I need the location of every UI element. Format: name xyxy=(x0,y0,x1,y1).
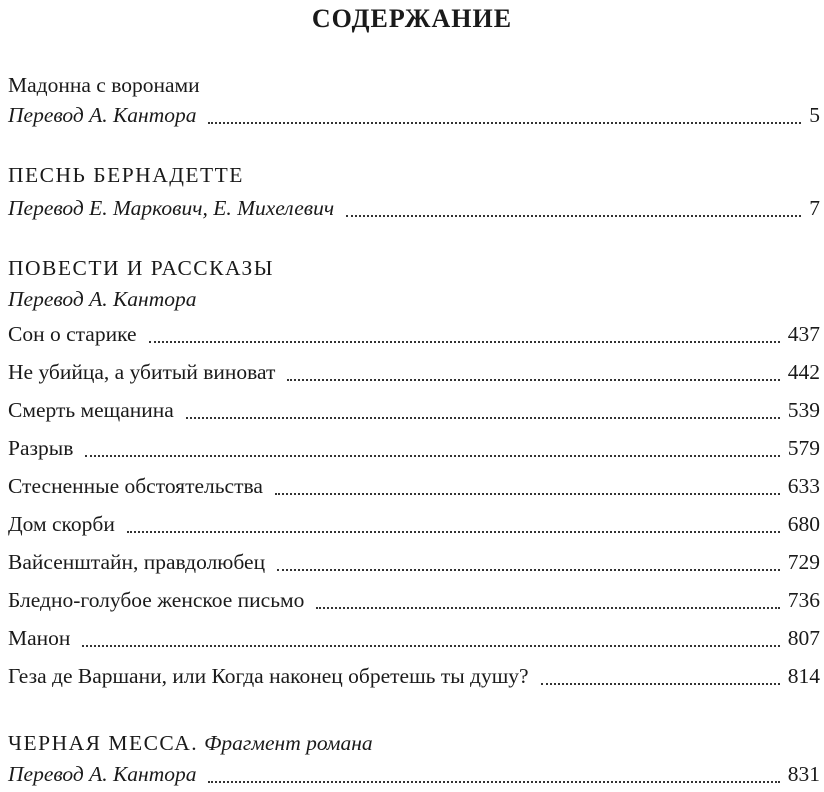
entry-title: Сон о старике xyxy=(8,322,137,346)
translator-credit: Перевод Е. Маркович, Е. Михелевич xyxy=(8,196,335,220)
entry-title: Манон xyxy=(8,626,71,650)
entry-title: Смерть мещанина xyxy=(8,398,174,422)
dot-leader xyxy=(346,215,801,217)
entry-title: Разрыв xyxy=(8,436,74,460)
dot-leader xyxy=(127,531,780,533)
section-title: Мадонна с воронами xyxy=(8,73,200,97)
toc-entry[interactable] xyxy=(8,319,820,349)
page-number: 7 xyxy=(809,196,820,220)
section-heading xyxy=(8,160,820,190)
section-subtitle: Фрагмент романа xyxy=(204,731,373,755)
section-heading xyxy=(8,70,820,100)
translator-credit: Перевод А. Кантора xyxy=(8,287,197,311)
translator-credit: Перевод А. Кантора xyxy=(8,103,197,127)
toc-entry[interactable] xyxy=(8,547,820,577)
section-heading xyxy=(8,728,820,758)
page-number: 814 xyxy=(787,664,820,688)
page-number: 442 xyxy=(787,360,820,384)
dot-leader xyxy=(208,122,801,124)
page-number: 579 xyxy=(787,436,820,460)
toc-entry[interactable] xyxy=(8,585,820,615)
section-title: ПЕСНЬ БЕРНАДЕТТЕ xyxy=(8,163,244,187)
toc-entry[interactable] xyxy=(8,395,820,425)
dot-leader xyxy=(82,645,779,647)
toc-entry[interactable] xyxy=(8,759,820,789)
page-number: 807 xyxy=(787,626,820,650)
entry-title: Дом скорби xyxy=(8,512,115,536)
toc-entry[interactable] xyxy=(8,471,820,501)
toc-entry[interactable] xyxy=(8,100,820,130)
entry-title: Не убийца, а убитый виноват xyxy=(8,360,276,384)
toc-entry[interactable] xyxy=(8,623,820,653)
page-number: 539 xyxy=(787,398,820,422)
page-number: 736 xyxy=(787,588,820,612)
toc-entry[interactable] xyxy=(8,357,820,387)
section-title: ЧЕРНАЯ МЕССА. xyxy=(8,731,199,755)
dot-leader xyxy=(149,341,780,343)
dot-leader xyxy=(316,607,779,609)
page-number: 633 xyxy=(787,474,820,498)
toc-entry[interactable] xyxy=(8,509,820,539)
toc-entry[interactable] xyxy=(8,661,820,691)
section-translator xyxy=(8,284,820,314)
dot-leader xyxy=(186,417,780,419)
entry-title: Бледно-голубое женское письмо xyxy=(8,588,305,612)
dot-leader xyxy=(208,781,779,783)
entry-title: Стесненные обстоятельства xyxy=(8,474,263,498)
page-number: 5 xyxy=(809,103,820,127)
page-number: 680 xyxy=(787,512,820,536)
entry-title: Вайсенштайн, правдолюбец xyxy=(8,550,266,574)
page-number: 437 xyxy=(787,322,820,346)
dot-leader xyxy=(275,493,780,495)
translator-credit: Перевод А. Кантора xyxy=(8,762,197,786)
dot-leader xyxy=(287,379,779,381)
section-heading xyxy=(8,253,820,283)
page-title: СОДЕРЖАНИЕ xyxy=(311,4,513,33)
dot-leader xyxy=(85,455,779,457)
entry-title: Геза де Варшани, или Когда наконец обретешь ты душу? xyxy=(8,664,529,688)
section-title: ПОВЕСТИ И РАССКАЗЫ xyxy=(8,256,274,280)
toc-entry[interactable] xyxy=(8,193,820,223)
dot-leader xyxy=(277,569,780,571)
toc-entry[interactable] xyxy=(8,433,820,463)
page-number: 831 xyxy=(787,762,820,786)
page-number: 729 xyxy=(787,550,820,574)
dot-leader xyxy=(541,683,780,685)
